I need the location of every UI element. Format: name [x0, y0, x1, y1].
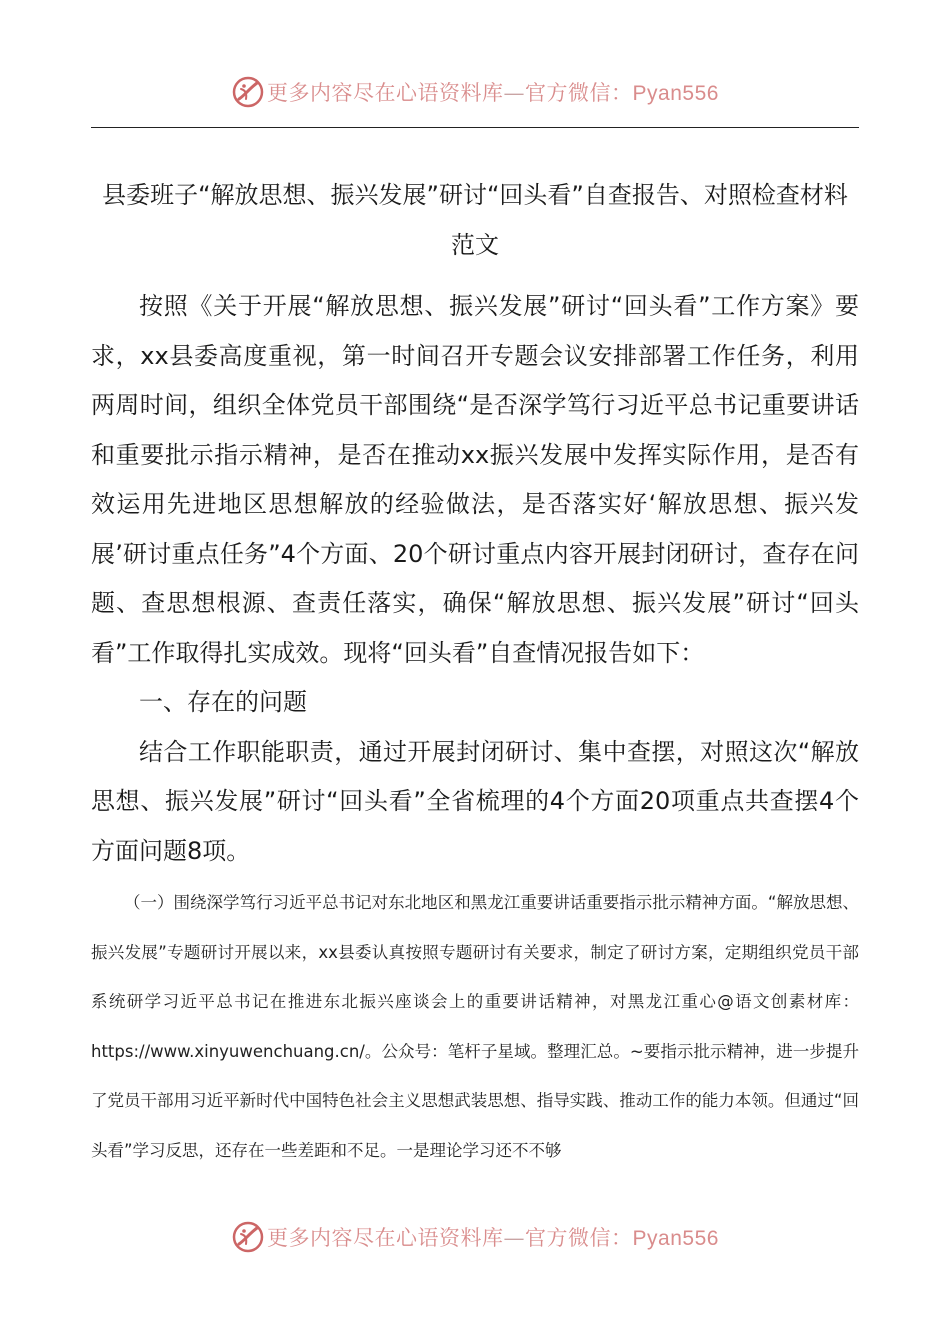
banner-text: 更多内容尽在心语资料库—官方微信：Pyan556: [267, 81, 719, 105]
document-title: 县委班子“解放思想、振兴发展”研讨“回头看”自查报告、对照检查材料范文: [102, 181, 848, 259]
footer-banner: [0, 1215, 950, 1259]
header-divider: [91, 127, 859, 128]
section-heading: 一、存在的问题: [139, 688, 307, 716]
brush-logo-icon: [231, 75, 265, 109]
document-body: [91, 282, 859, 876]
banner-text: 更多内容尽在心语资料库—官方微信：Pyan556: [267, 1226, 719, 1250]
header-banner: [0, 70, 950, 114]
section-intro-paragraph: 结合工作职能职责，通过开展封闭研讨、集中查摆，对照这次“解放思想、振兴发展”研讨“回头看”全省梳理的4个方面20项重点共查摆4个方面问题8项。: [91, 737, 859, 865]
brush-logo-icon: [231, 1220, 265, 1254]
subsection-paragraph: （一）围绕深学笃行习近平总书记对东北地区和黑龙江重要讲话重要指示批示精神方面。“解放思想、振兴发展”专题研讨开展以来，xx县委认真按照专题研讨有关要求，制定了研讨方案，定期组织党员干部系统研学习近平总书记在推进东北振兴座谈会上的重要讲话精神，对黑龙江重心@语文创素材库：https://www.xinyuwenchuang.cn/。公众号：笔杆子星域。整理汇总。~要指示批示精神，进一步提升了党员干部用习近平新时代中国特色社会主义思想武装思想、指导实践、推动工作的能力本领。但通过“回头看”学习反思，还存在一些差距和不足。一是理论学习还不不够: [91, 893, 859, 1160]
subsection-body: [91, 878, 859, 1175]
intro-paragraph: 按照《关于开展“解放思想、振兴发展”研讨“回头看”工作方案》要求，xx县委高度重视，第一时间召开专题会议安排部署工作任务，利用两周时间，组织全体党员干部围绕“是否深学笃行习近平总书记重要讲话和重要批示指示精神，是否在推动xx振兴发展中发挥实际作用，是否有效运用先进地区思想解放的经验做法，是否落实好‘解放思想、振兴发展’研讨重点任务”4个方面、20个研讨重点内容开展封闭研讨，查存在问题、查思想根源、查责任落实，确保“解放思想、振兴发展”研讨“回头看”工作取得扎实成效。现将“回头看”自查情况报告如下：: [91, 292, 859, 667]
